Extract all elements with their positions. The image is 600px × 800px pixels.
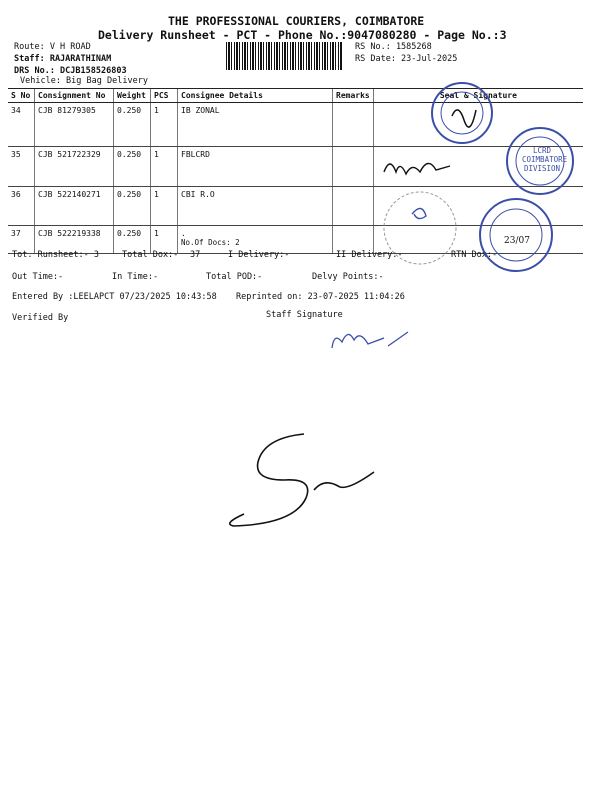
signature-row35-icon [380,150,454,184]
no-of-docs: No.Of Docs: 2 [181,238,240,247]
staff-label: Staff: RAJARATHINAM [14,54,112,64]
row-cn: CJB 522219338 [35,226,114,254]
route-label: Route: V H ROAD [14,42,91,52]
runsheet-title: Delivery Runsheet - PCT - Phone No.:9047080280 - Page No.:3 [98,28,507,42]
col-consignment: Consignment No [35,89,114,103]
row-consignee: CBI R.O [178,187,333,226]
rs-number: RS No.: 1585268 [355,42,432,52]
total-dox-value: 37 [190,250,201,260]
vehicle-label: Vehicle: Big Bag Delivery [20,76,148,86]
staff-signature-label: Staff Signature [266,310,343,320]
stamp-line-division: DIVISION [523,164,561,173]
seal-stamp-1-icon [412,80,508,146]
row-pcs: 1 [151,147,178,187]
row-consignee: . [181,229,186,238]
stamp-line-coimbatore: COIMBATORE [522,155,568,164]
rtn-dox: RTN Dox:- [451,250,498,260]
col-pcs: PCS [151,89,178,103]
in-time: In Time:- [112,272,159,282]
reprinted-on: Reprinted on: 23-07-2025 11:04:26 [236,292,405,302]
row-sno: 36 [8,187,35,226]
row-pcs: 1 [151,226,178,254]
entered-by: Entered By :LEELAPCT 07/23/2025 10:43:58 [12,292,217,302]
drs-number: DRS No.: DCJB158526803 [14,66,127,76]
seal-stamp-3-icon [370,188,470,268]
delvy-points: Delvy Points:- [312,272,384,282]
row-weight: 0.250 [114,187,151,226]
tot-runsheet: Tot. Runsheet:- 3 [12,250,99,260]
barcode [226,42,342,70]
row-sno: 34 [8,103,35,147]
col-seal: Seal & Signature [373,89,583,103]
col-weight: Weight [114,89,151,103]
rs-date: RS Date: 23-Jul-2025 [355,54,458,64]
row-cn: CJB 521722329 [35,147,114,187]
stamp-date: 23/07 [504,236,530,246]
company-title: THE PROFESSIONAL COURIERS, COIMBATORE [168,14,425,28]
verified-by: Verified By [12,313,69,323]
i-delivery: I Delivery:- [228,250,290,260]
out-time: Out Time:- [12,272,64,282]
row-consignee: FBLCRD [178,147,333,187]
stamp-lcrd-text [522,146,568,173]
row-cn: CJB 81279305 [35,103,114,147]
table-row [8,147,583,187]
row-weight: 0.250 [114,147,151,187]
row-consignee: IB ZONAL [178,103,333,147]
ii-delivery: II Delivery:- [336,250,403,260]
seal-stamp-4-icon [474,196,558,274]
row-weight: 0.250 [114,226,151,254]
row-sno: 37 [8,226,35,254]
col-consignee: Consignee Details [178,89,333,103]
large-signature-icon [214,428,394,538]
row-weight: 0.250 [114,103,151,147]
col-remarks: Remarks [333,89,374,103]
total-pod: Total POD:- [206,272,263,282]
row-sno: 35 [8,147,35,187]
total-dox-label: Total Dox:- [122,250,179,260]
col-sno: S No [8,89,35,103]
row-pcs: 1 [151,187,178,226]
staff-signature-scribble-icon [324,320,414,360]
stamp-line-lcrd: LCRD [532,146,552,155]
row-pcs: 1 [151,103,178,147]
row-cn: CJB 522140271 [35,187,114,226]
